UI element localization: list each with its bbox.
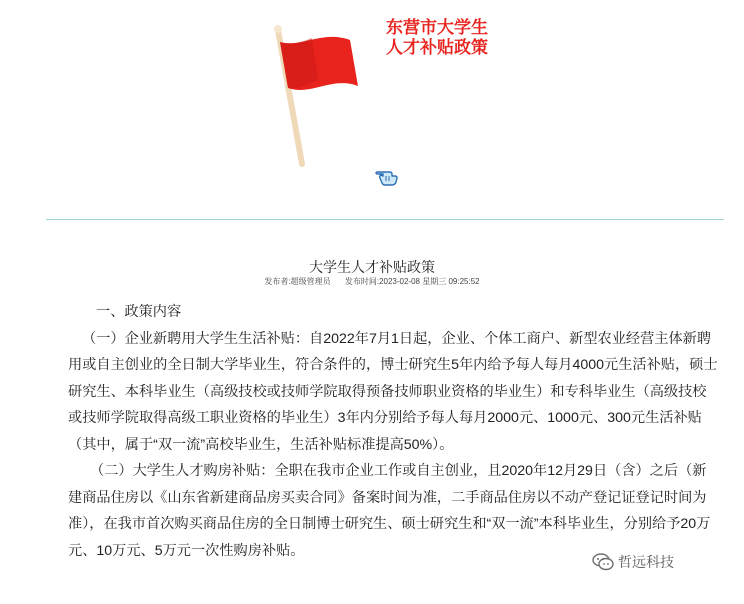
wechat-icon [592,553,614,571]
red-flag-icon [262,18,372,168]
policy-paragraph-1: （一）企业新聘用大学生生活补贴：自2022年7月1日起，企业、个体工商户、新型农业经营主体新聘用或自主创业的全日制大学毕业生，符合条件的，博士研究生5年内给予每人每月4000元生活补贴，硕士研究生、本科毕业生（高级技校或技师学院取得预备技师职业资格的毕业生）和专科毕业生（高级技校或技师学院取得高级工职业资格的毕业生）3年内分别给予每人每月2000元、1000元、300元生活补贴（其中，属于“双一流”高校毕业生，生活补贴标准提高50%）。 [68,330,718,453]
banner-title-line2: 人才补贴政策 [386,38,488,57]
watermark-text: 哲远科技 [618,554,674,570]
section-heading: 一、政策内容 [96,304,182,320]
banner-title [386,18,488,58]
banner-title-line1: 东营市大学生 [386,18,488,37]
article-meta [0,276,744,287]
article-publisher: 发布者:超级管理员 [264,277,331,286]
article-title: 大学生人才补贴政策 [309,259,435,275]
article-content [68,299,718,564]
header-divider [46,219,724,220]
hand-pointer-icon [375,163,399,187]
article-publish-time: 发布时间:2023-02-08 星期三 09:25:52 [344,277,480,286]
watermark [592,552,674,572]
policy-paragraph-2: （二）大学生人才购房补贴：全职在我市企业工作或自主创业，且2020年12月29日（含）之后（新建商品住房以《山东省新建商品房买卖合同》备案时间为准，二手商品住房以不动产登记证登记时间为准），在我市首次购买商品住房的全日制博士研究生、硕士研究生和“双一流”本科毕业生，分别给予20万元、10万元、5万元一次性购房补贴。 [68,463,711,559]
